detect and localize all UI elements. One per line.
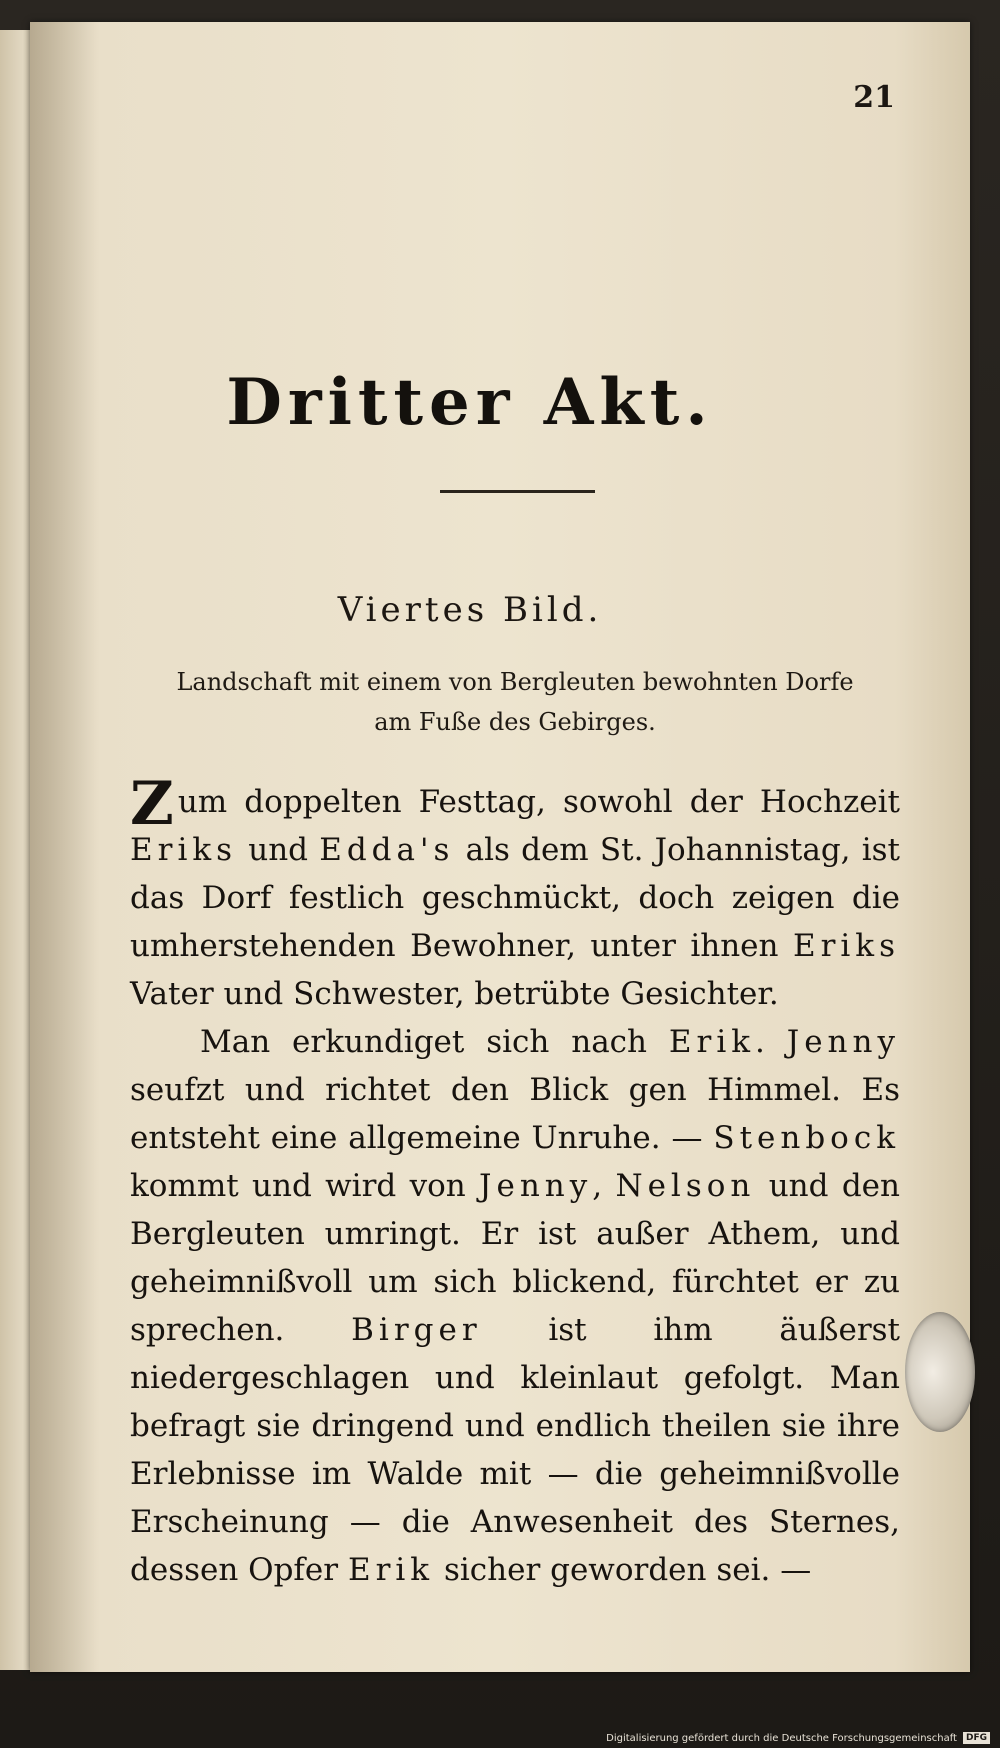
text-run: und den Bergleuten umringt. Er ist außer Athem, und geheimnißvoll um sich blickend, fürchtet er zu sprechen. [130, 1168, 900, 1348]
text-run: , [592, 1168, 616, 1204]
act-title [0, 365, 1000, 440]
text-run: kommt und wird von [130, 1168, 480, 1204]
scene-description: Landschaft mit einem von Bergleuten bewohnten Dorfe am Fuße des Gebirges. [176, 668, 854, 736]
paragraph-1 [130, 769, 900, 1018]
scene-title [0, 590, 1000, 630]
body-text [130, 769, 901, 1594]
text-run: und [237, 832, 320, 868]
paragraph-2 [130, 1018, 900, 1594]
text-run: ist ihm äußerst niedergeschlagen und kleinlaut gefolgt. Man befragt sie dringend und endlich theilen sie ihre Erlebnisse im Walde mit — die geheimnißvolle Erscheinung — die Anwesenheit des Sternes, dessen Opfer [130, 1312, 901, 1588]
character-name: Erik [668, 1024, 756, 1060]
character-name: Birger [351, 1312, 482, 1348]
character-name: Erik [347, 1552, 435, 1588]
text-run: Man erkundiget sich nach [200, 1024, 669, 1060]
character-name: Stenbock [713, 1120, 900, 1156]
character-name: Edda's [319, 832, 455, 868]
title-divider [440, 490, 595, 493]
text-run: sicher geworden sei. — [434, 1552, 812, 1588]
character-name: Nelson [615, 1168, 756, 1204]
act-title-text: Dritter Akt. [226, 365, 714, 440]
scan-tab-marker [905, 1312, 975, 1432]
character-name: Jenny [479, 1168, 593, 1204]
text-run: als dem St. Johannistag, ist das Dorf festlich geschmückt, doch zeigen die umherstehenden Bewohner, unter ihnen [130, 832, 900, 964]
credit-text: Digitalisierung gefördert durch die Deutsche Forschungsgemeinschaft [606, 1732, 957, 1744]
character-name: Eriks [130, 832, 238, 868]
character-name: Eriks [792, 928, 900, 964]
page-number: 21 [853, 80, 895, 115]
text-run: Vater und Schwester, betrübte Gesichter. [130, 976, 779, 1012]
scene-title-text: Viertes Bild. [337, 590, 603, 630]
character-name: Jenny [786, 1024, 900, 1060]
footer-credit [606, 1732, 990, 1744]
dfg-logo: DFG [963, 1732, 990, 1744]
gutter-shadow [30, 22, 100, 1672]
text-run: . [755, 1024, 787, 1060]
drop-cap: Z [130, 769, 174, 839]
text-run: seufzt und richtet den Blick gen Himmel. Es entsteht eine allgemeine Unruhe. — [130, 1072, 900, 1156]
text-run: um doppelten Festtag, sowohl der Hochzeit [177, 784, 900, 820]
